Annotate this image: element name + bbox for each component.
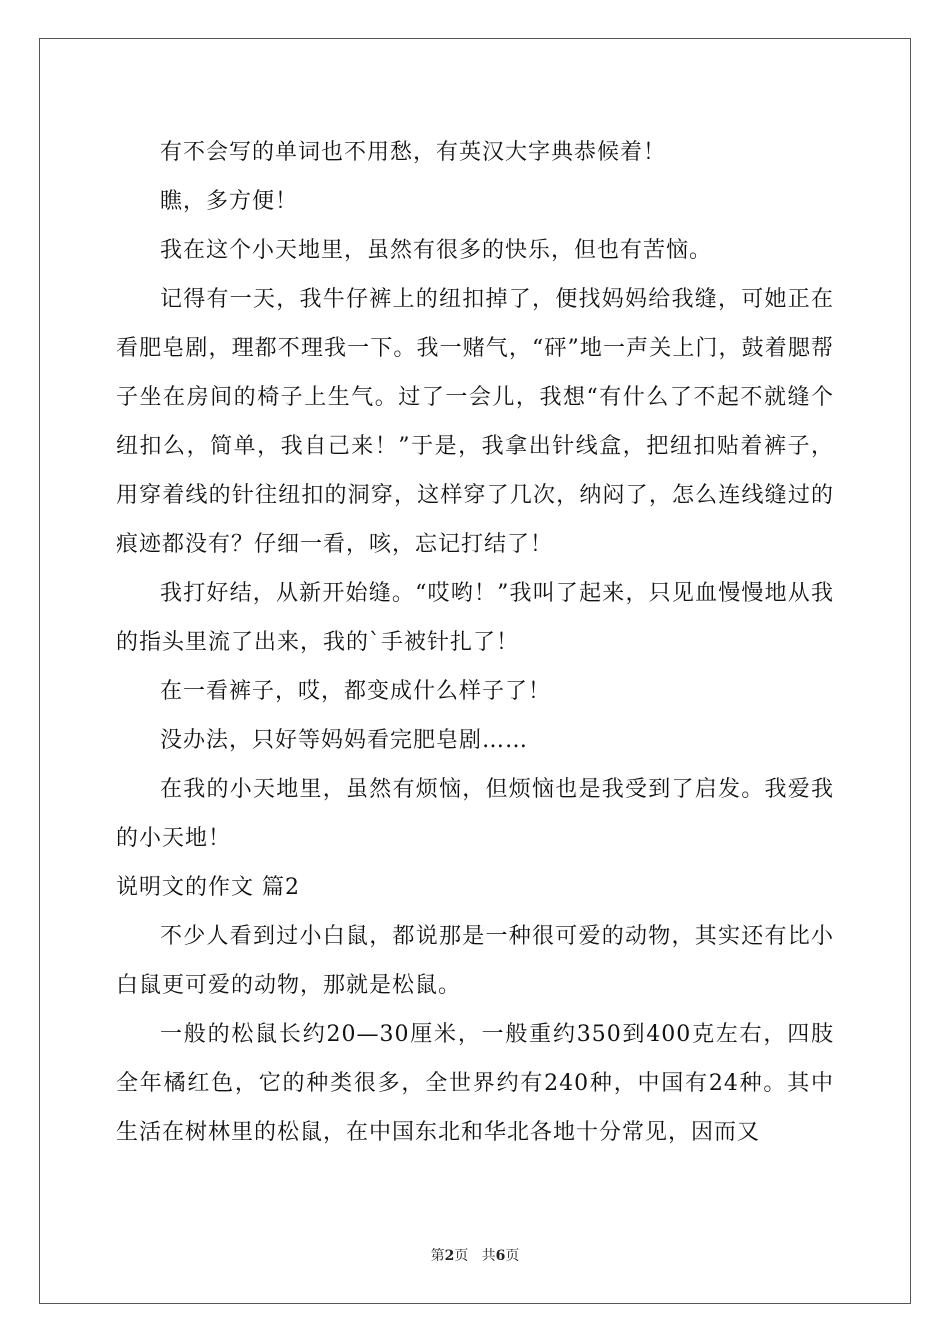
- page-suffix: 页: [454, 1248, 469, 1264]
- document-body: [116, 128, 834, 1157]
- paragraph: 有不会写的单词也不用愁，有英汉大字典恭候着！: [160, 140, 667, 165]
- section-heading: 说明文的作文 篇2: [116, 875, 300, 900]
- total-prefix: 共: [481, 1248, 496, 1264]
- page-total: 6: [495, 1248, 506, 1264]
- paragraph: 瞧，多方便！: [160, 189, 299, 214]
- page-prefix: 第: [430, 1248, 445, 1264]
- page-footer: [0, 1245, 950, 1265]
- paragraph: 记得有一天，我牛仔裤上的纽扣掉了，便找妈妈给我缝，可她正在看肥皂剧，理都不理我一下。我一赌气，“砰”地一声关上门，鼓着腮帮子坐在房间的椅子上生气。过了一会儿，我想“有什么了不起不就缝个纽扣么，简单，我自己来！”于是，我拿出针线盒，把纽扣贴着裤子，用穿着线的针往纽扣的洞穿，这样穿了几次，纳闷了，怎么连线缝过的痕迹都没有？仔细一看，咳，忘记打结了！: [116, 287, 834, 557]
- paragraph: 我在这个小天地里，虽然有很多的快乐，但也有苦恼。: [160, 238, 713, 263]
- page-current: 2: [444, 1248, 455, 1264]
- total-suffix: 页: [505, 1248, 520, 1264]
- paragraph: 没办法，只好等妈妈看完肥皂剧……: [160, 728, 529, 753]
- paragraph: 一般的松鼠长约20—30厘米，一般重约350到400克左右，四肢全年橘红色，它的种类很多，全世界约有240种，中国有24种。其中生活在树林里的松鼠，在中国东北和华北各地十分常见，因而又: [116, 1022, 834, 1145]
- paragraph: 不少人看到过小白鼠，都说那是一种很可爱的动物，其实还有比小白鼠更可爱的动物，那就是松鼠。: [116, 924, 834, 998]
- paragraph: 在我的小天地里，虽然有烦恼，但烦恼也是我受到了启发。我爱我的小天地！: [116, 777, 834, 851]
- paragraph: 在一看裤子，哎，都变成什么样子了！: [160, 679, 552, 704]
- paragraph: 我打好结，从新开始缝。“哎哟！”我叫了起来，只见血慢慢地从我的指头里流了出来，我的`手被针扎了！: [116, 581, 834, 655]
